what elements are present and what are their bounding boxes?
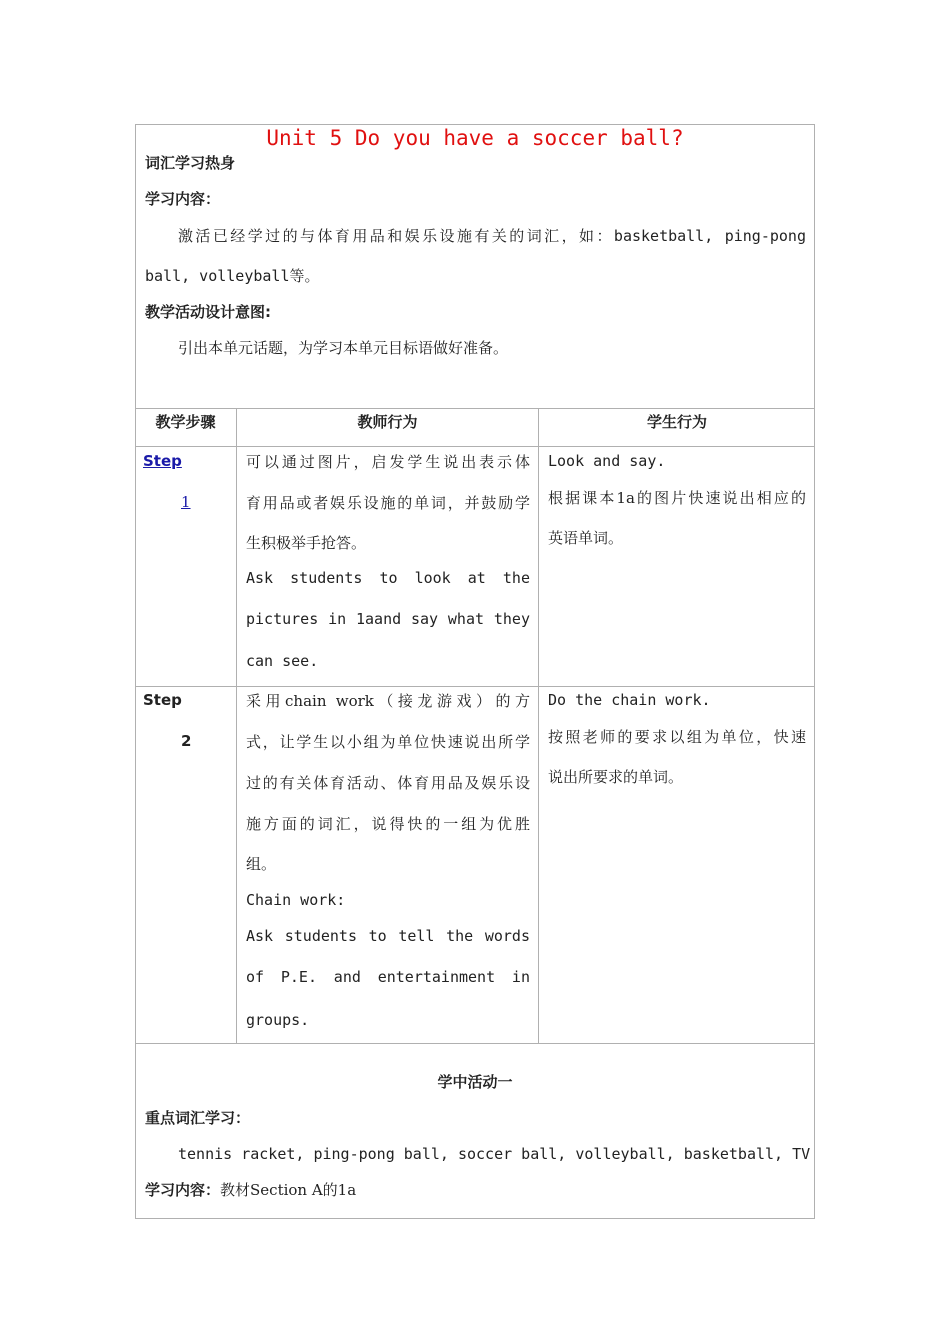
activity-heading: 学中活动一 — [437, 1073, 513, 1091]
header-student: 学生行为 — [646, 413, 707, 431]
step1-student-cn-line2: 英语单词。 — [548, 529, 624, 547]
step2-teacher-cn-line2: 式，让学生以小组为单位快速说出所学 — [246, 733, 530, 751]
activity-content-label: 学习内容： — [145, 1181, 221, 1199]
table-col-divider-1 — [236, 408, 237, 1044]
warmup-content-line1: 激活已经学过的与体育用品和娱乐设施有关的词汇，如：basketball, ping-pong — [178, 227, 806, 245]
step1-student-cn-line1: 根据课本1a的图片快速说出相应的 — [548, 489, 806, 507]
table-top-rule — [135, 408, 815, 409]
warmup-intent-label: 教学活动设计意图: — [145, 303, 271, 321]
step2-student-cn-line2: 说出所要求的单词。 — [548, 768, 684, 786]
activity-content-row — [145, 1180, 356, 1200]
step2-teacher-cn-line5: 组。 — [246, 855, 277, 873]
warmup-content-line2: ball, volleyball等。 — [145, 267, 320, 285]
warmup-heading: 词汇学习热身 — [145, 154, 236, 172]
header-steps: 教学步骤 — [155, 413, 216, 431]
step1-teacher-cn-line1: 可以通过图片，启发学生说出表示体 — [246, 453, 530, 471]
table-header-rule — [135, 446, 815, 447]
step1-teacher-en-line3: can see. — [246, 652, 319, 670]
document-frame — [135, 124, 815, 1219]
step1-teacher-en-line1: Ask students to look at the — [246, 569, 530, 587]
step2-teacher-en-line1: Ask students to tell the words — [246, 927, 530, 945]
step2-teacher-cn-line1: 采用chain work（接龙游戏）的方 — [246, 692, 530, 710]
step2-teacher-en-line2: of P.E. and entertainment in — [246, 968, 530, 986]
step1-teacher-en-line2: pictures in 1aand say what they — [246, 610, 530, 628]
step2-student-en: Do the chain work. — [548, 691, 711, 709]
header-teacher: 教师行为 — [357, 413, 418, 431]
step1-number[interactable]: 1 — [181, 493, 191, 511]
step1-teacher-cn-line2: 育用品或者娱乐设施的单词，并鼓励学 — [246, 494, 530, 512]
warmup-intent-text: 引出本单元话题，为学习本单元目标语做好准备。 — [178, 339, 509, 357]
table-col-divider-2 — [538, 408, 539, 1044]
step2-teacher-cn-line3: 过的有关体育活动、体育用品及娱乐设 — [246, 774, 530, 792]
step2-number: 2 — [181, 732, 192, 750]
page-title: Unit 5 Do you have a soccer ball? — [266, 126, 684, 150]
step1-teacher-cn-line3: 生积极举手抢答。 — [246, 534, 367, 552]
step2-label: Step — [143, 691, 182, 709]
step1-student-en: Look and say. — [548, 452, 666, 470]
step2-teacher-en-line3: groups. — [246, 1011, 310, 1029]
step2-teacher-en-label: Chain work: — [246, 891, 346, 909]
activity-vocab-list: tennis racket, ping-pong ball, soccer ball, volleyball, basketball, TV — [178, 1145, 811, 1163]
activity-content-text: 教材Section A的1a — [220, 1181, 357, 1199]
table-row1-rule — [135, 686, 815, 687]
table-bottom-rule — [135, 1043, 815, 1044]
warmup-content-label: 学习内容： — [145, 190, 221, 208]
activity-vocab-label: 重点词汇学习： — [145, 1109, 251, 1127]
step2-teacher-cn-line4: 施方面的词汇，说得快的一组为优胜 — [246, 815, 530, 833]
step2-student-cn-line1: 按照老师的要求以组为单位，快速 — [548, 728, 806, 746]
step1-link[interactable]: Step — [143, 452, 182, 470]
